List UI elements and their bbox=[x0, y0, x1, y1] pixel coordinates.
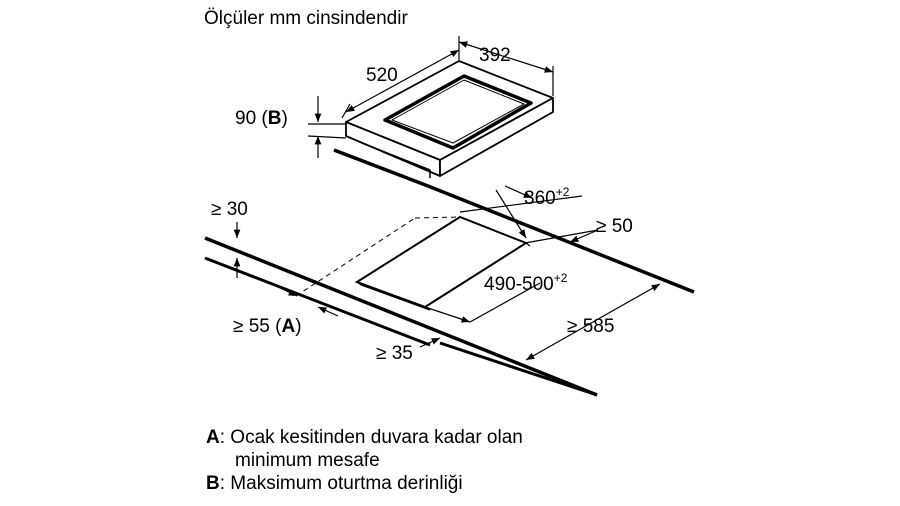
clearance-front-label: ≥ 35 bbox=[376, 343, 413, 364]
height-90-label: 90 (B) bbox=[235, 108, 288, 129]
legend-item-a: A: Ocak kesitinden duvara kadar olan bbox=[206, 427, 523, 448]
counter-depth-label: ≥ 585 bbox=[567, 316, 615, 337]
clearance-top-label: ≥ 30 bbox=[211, 199, 248, 220]
clearance-back-label: ≥ 50 bbox=[596, 216, 633, 237]
cutout-width-label: $360^{+2}$ bbox=[524, 185, 570, 209]
clearance-wall-label: ≥ 55 (A) bbox=[233, 316, 302, 337]
legend-item-a-cont: minimum mesafe bbox=[235, 450, 380, 471]
cutout bbox=[296, 217, 526, 310]
legend-item-b: B: Maksimum oturtma derinliği bbox=[206, 473, 463, 494]
width-392-label: 392 bbox=[479, 45, 511, 66]
legend-key-a: A bbox=[206, 427, 220, 448]
depth-520-label: 520 bbox=[366, 65, 398, 86]
cutout-depth-label: $490-500^{+2}$ bbox=[484, 271, 568, 295]
worktop-front-edge-3 bbox=[440, 343, 597, 395]
legend-text-a: Ocak kesitinden duvara kadar olan bbox=[230, 427, 523, 448]
legend-key-b: B bbox=[206, 473, 220, 494]
units-caption: Ölçüler mm cinsindendir bbox=[204, 8, 408, 29]
legend-text-b: Maksimum oturtma derinliği bbox=[230, 473, 463, 494]
